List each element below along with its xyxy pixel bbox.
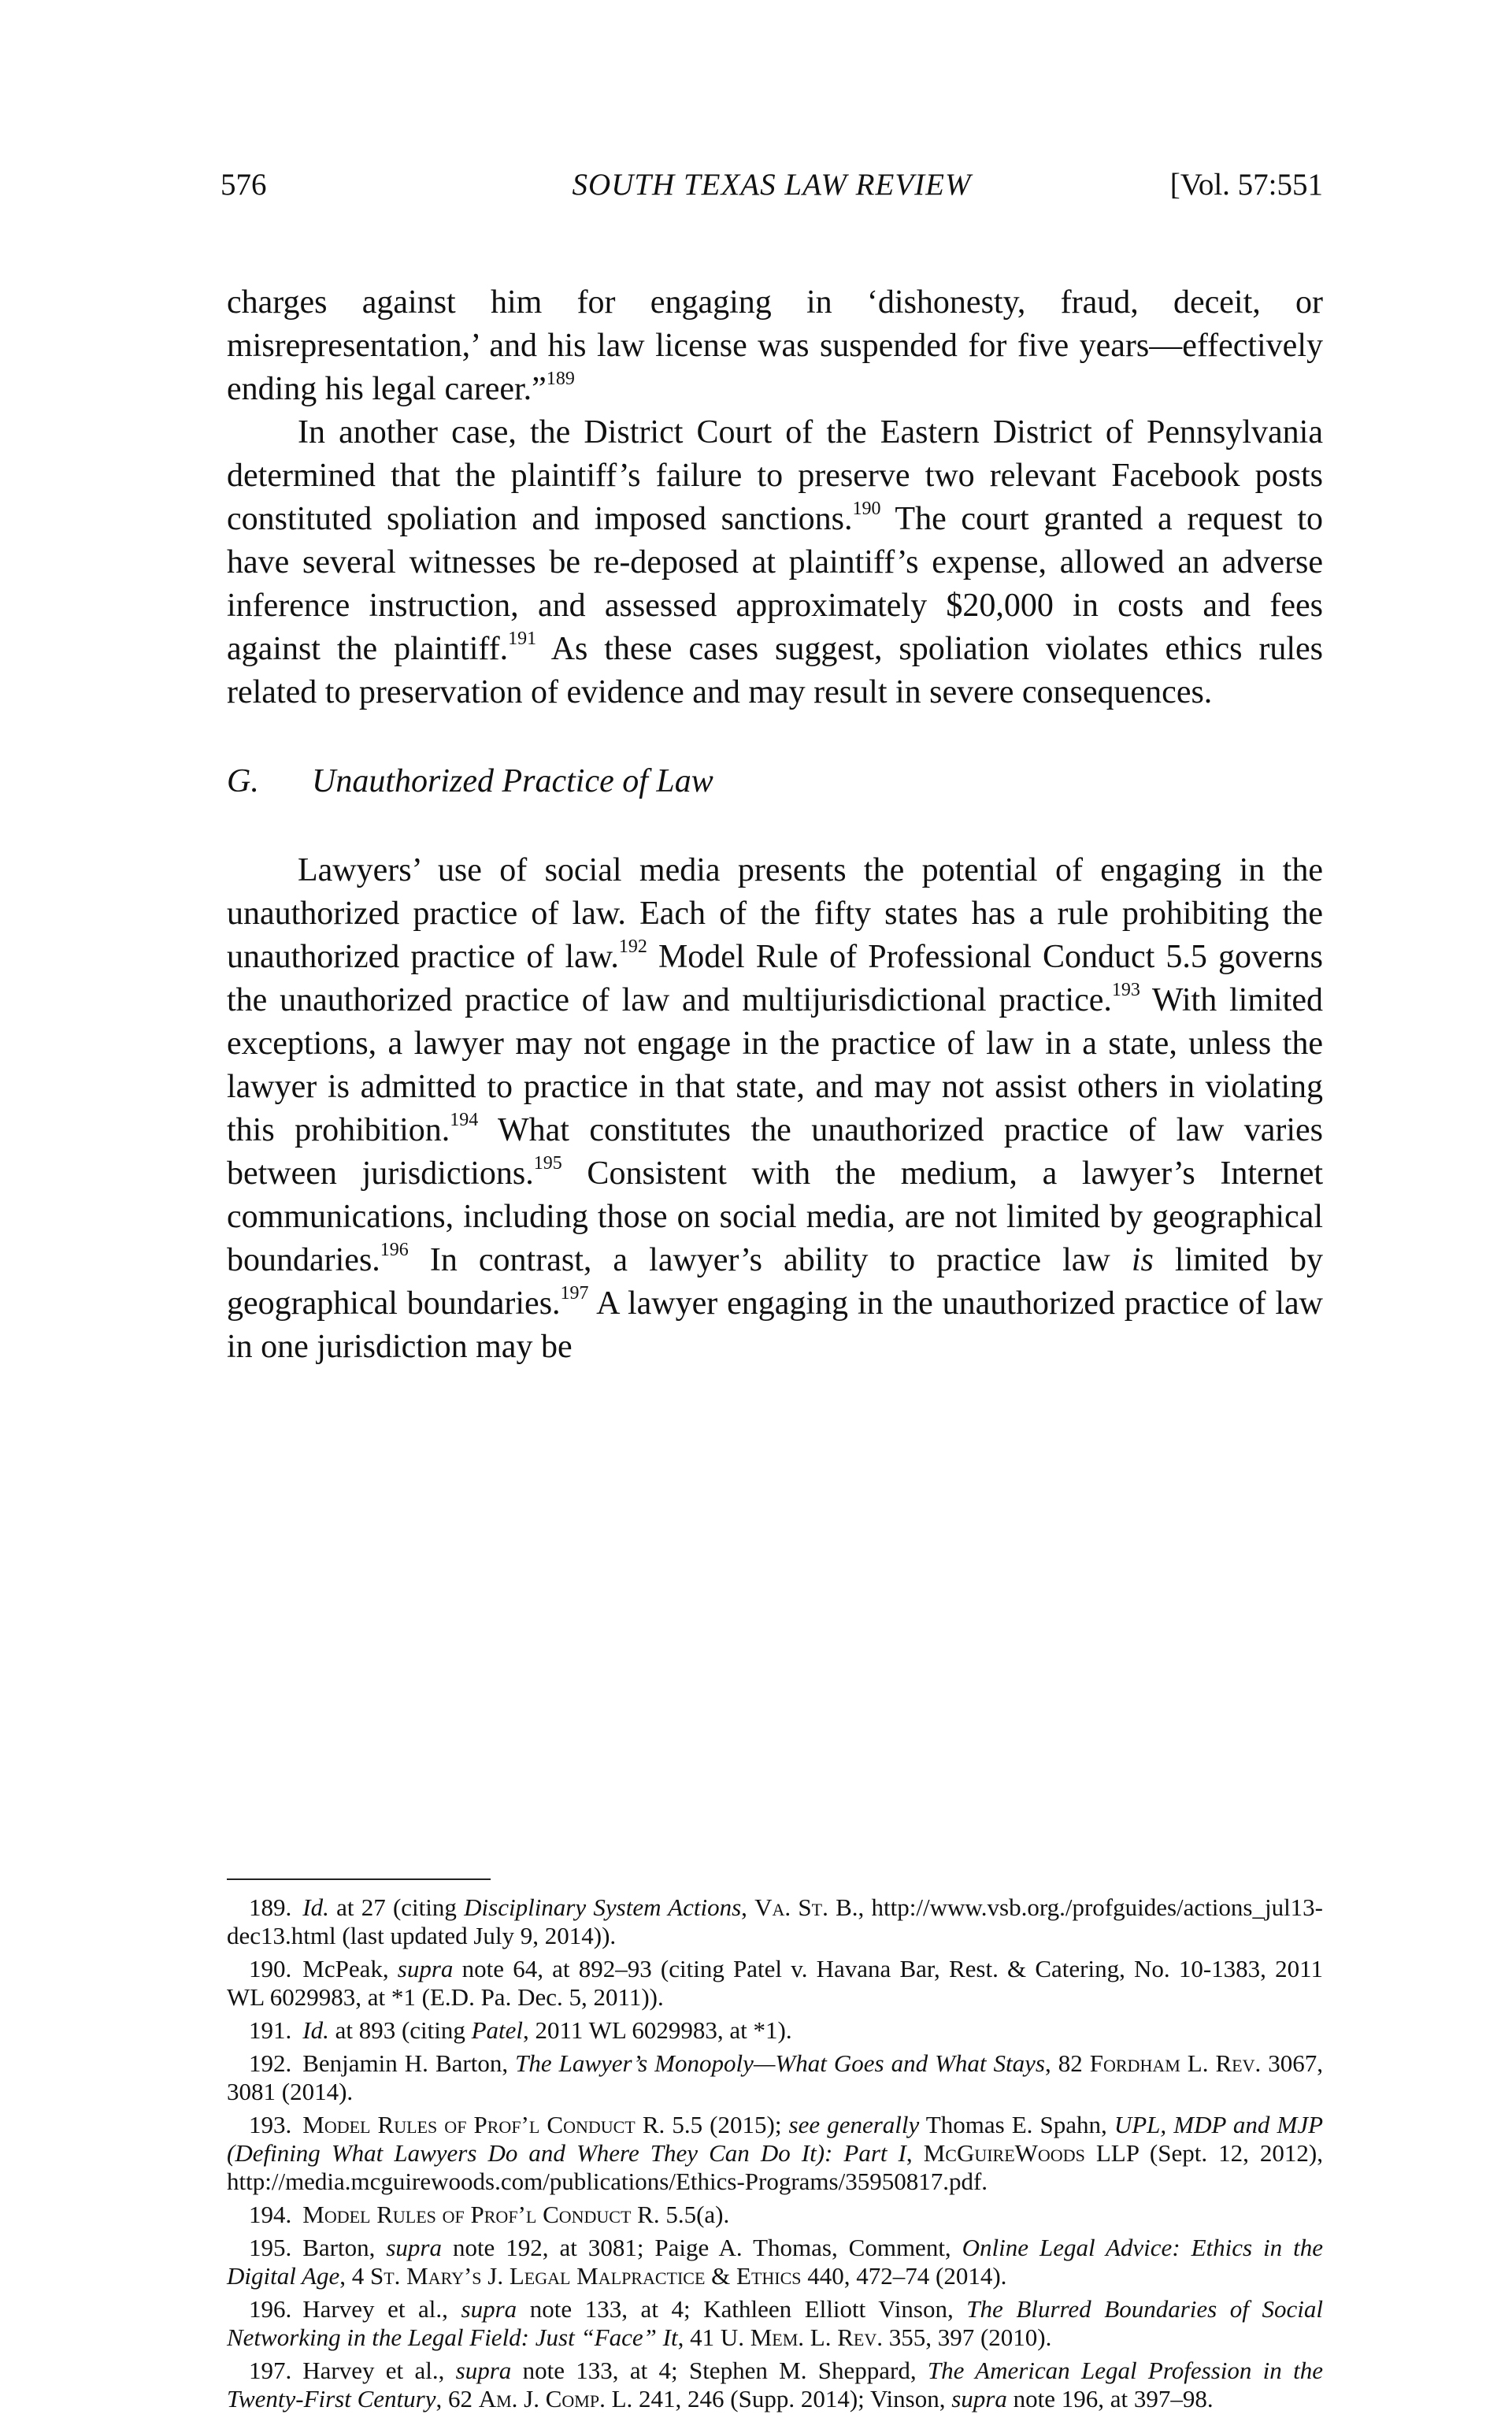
section-letter: G.	[227, 763, 259, 799]
journal-title: SOUTH TEXAS LAW REVIEW	[572, 168, 972, 202]
footnote-195: 195. Barton, supra note 192, at 3081; Paige A. Thomas, Comment, Online Legal Advice: Ethics in the Digital Age, 4 St. Mary’s J. Legal Malpractice & Ethics 440, 472–74 (2014).	[227, 2234, 1323, 2290]
footnote-ref-191[interactable]: 191	[508, 629, 537, 649]
page-number: 576	[220, 168, 267, 202]
paragraph-3: Lawyers’ use of social media presents the potential of engaging in the unauthorized practice of law. Each of the fifty states has a rule prohibiting the unauthorized practice of law.$^{192}$ Model Rule of Professional Conduct 5.5 governs the unauthorized practice of law and multijurisdictional practice.$^{193}$ With limited exceptions, a lawyer may not engage in the practice of law in a state, unless the lawyer is admitted to practice in that state, and may not assist others in violating this prohibition.$^{194}$ What constitutes the unauthorized practice of law varies between jurisdictions.$^{195}$ Consistent with the medium, a lawyer’s Internet communications, including those on social media, are not limited by geographical boundaries.$^{196}$ In contrast, a lawyer’s ability to practice law is limited by geographical boundaries.$^{197}$ A lawyer engaging in the unauthorized practice of law in one jurisdiction may be	[227, 852, 1323, 1365]
footnote-196: 196. Harvey et al., supra note 133, at 4; Kathleen Elliott Vinson, The Blurred Boundaries of Social Networking in the Legal Field: Just “Face” It, 41 U. Mem. L. Rev. 355, 397 (2010).	[227, 2295, 1323, 2351]
footnote-190: 190. McPeak, supra note 64, at 892–93 (citing Patel v. Havana Bar, Rest. & Catering, No. 10-1383, 2011 WL 6029983, at *1 (E.D. Pa. Dec. 5, 2011)).	[227, 1955, 1323, 2011]
footnote-194: 194. Model Rules of Prof’l Conduct R. 5.5(a).	[249, 2201, 730, 2228]
footnote-ref-195[interactable]: 195	[533, 1153, 562, 1174]
footnotes	[227, 1893, 1323, 2418]
paragraph-1: charges against him for engaging in ‘dishonesty, fraud, deceit, or misrepresentation,’ and his law license was suspended for five years—effectively ending his legal career.”$^{189}$	[227, 284, 1323, 407]
volume-citation: [Vol. 57:551	[1169, 168, 1323, 202]
footnote-193: 193. Model Rules of Prof’l Conduct R. 5.5 (2015); see generally Thomas E. Spahn, UPL, MDP and MJP (Defining What Lawyers Do and Where They Can Do It): Part I, McGuireWoods LLP (Sept. 12, 2012), http://media.mcguirewoods.com/publications/Ethics-Programs/35950817.pdf.	[227, 2111, 1324, 2195]
footnote-197: 197. Harvey et al., supra note 133, at 4; Stephen M. Sheppard, The American Legal Profession in the Twenty-First Century, 62 Am. J. Comp. L. 241, 246 (Supp. 2014); Vinson, supra note 196, at 397–98.	[227, 2357, 1323, 2412]
footnote-ref-193[interactable]: 193	[1111, 980, 1140, 1000]
footnote-191: 191. Id. at 893 (citing Patel, 2011 WL 6029983, at *1).	[249, 2016, 792, 2044]
footnote-ref-196[interactable]: 196	[380, 1240, 409, 1260]
footnote-ref-197[interactable]: 197	[560, 1283, 589, 1304]
footnote-192: 192. Benjamin H. Barton, The Lawyer’s Monopoly—What Goes and What Stays, 82 Fordham L. Rev. 3067, 3081 (2014).	[227, 2049, 1324, 2105]
footnote-ref-192[interactable]: 192	[618, 936, 647, 957]
section-heading	[227, 760, 1323, 803]
section-title: Unauthorized Practice of Law	[312, 763, 713, 799]
footnote-ref-194[interactable]: 194	[450, 1110, 479, 1130]
footnote-divider	[227, 1878, 491, 1880]
link-text: , http://www.vsb.org./profguides/actions_jul13-dec13.html (last updated July 9, 2014)).	[227, 1893, 1324, 1949]
paragraph-2: In another case, the District Court of the Eastern District of Pennsylvania determined that the plaintiff’s failure to preserve two relevant Facebook posts constituted spoliation and imposed sanctions.$^{190}$ The court granted a request to have several witnesses be re-deposed at plaintiff’s expense, allowed an adverse inference instruction, and assessed approximately $20,000 in costs and fees against the plaintiff.$^{191}$ As these cases suggest, spoliation violates ethics rules related to preservation of evidence and may result in severe consequences.	[227, 414, 1323, 710]
running-header	[220, 167, 1323, 214]
footnote-189: 189. Id. at 27 (citing Disciplinary System Actions, Va. St. B., http://www.vsb.org./profguides/actions_jul13-dec13.html (last updated July 9, 2014)).	[227, 1893, 1324, 1949]
main-text	[227, 281, 1323, 1369]
footnote-ref-189[interactable]: 189	[546, 369, 575, 389]
footnote-ref-190[interactable]: 190	[852, 499, 881, 519]
